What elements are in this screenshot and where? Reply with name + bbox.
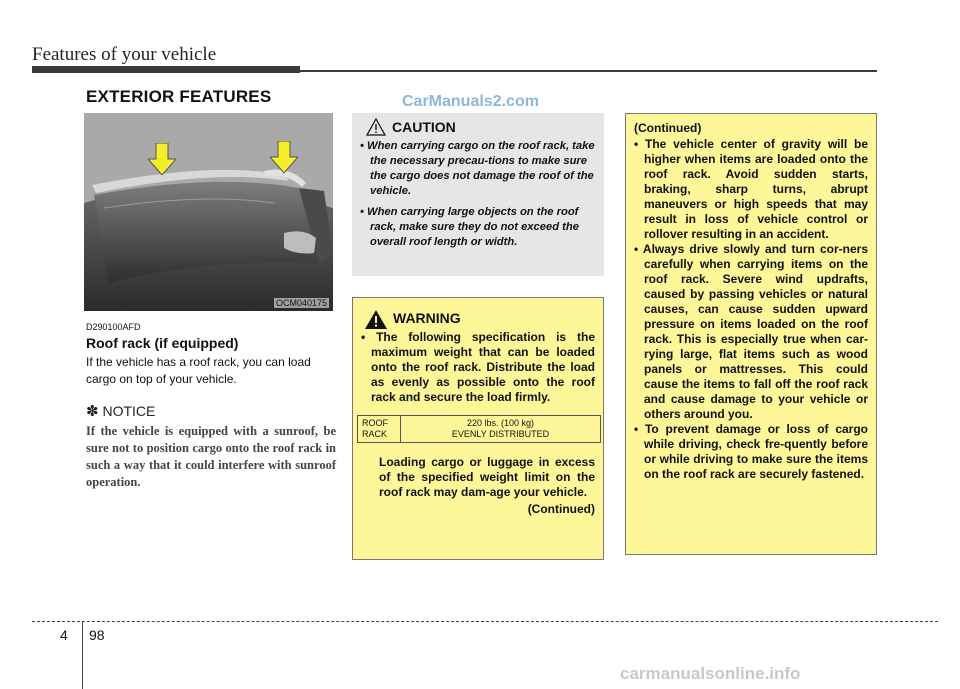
continued-list [634, 137, 868, 482]
list-item: • When carrying large objects on the roof rack, make sure they do not exceed the overall roof length or width. [360, 206, 579, 248]
notice-star-icon: ✽ [86, 403, 99, 420]
document-code: D290100AFD [86, 322, 141, 332]
warning-triangle-icon [365, 310, 387, 334]
roof-rack-body: If the vehicle has a roof rack, you can load cargo on top of your vehicle. [86, 355, 311, 386]
section-title: EXTERIOR FEATURES [86, 87, 272, 106]
warning-box [352, 297, 604, 560]
list-item: • When carrying cargo on the roof rack, take the necessary precau-tions to make sure the cargo does not damage the roof of the vehicle. [360, 140, 595, 197]
page-number: 98 [89, 627, 105, 643]
arrow-down-icon [148, 143, 176, 180]
header-title: Features of your vehicle [32, 44, 217, 65]
continued-title: (Continued) [634, 121, 702, 135]
watermark-top: CarManuals2.com [402, 93, 539, 110]
caution-triangle-icon [366, 118, 386, 141]
arrow-down-icon [270, 141, 298, 178]
warning-continued: (Continued) [527, 502, 595, 516]
roof-rack-photo [84, 113, 333, 311]
header-bar [32, 66, 300, 73]
roof-rack-title: Roof rack (if equipped) [86, 335, 239, 351]
notice-body: If the vehicle is equipped with a sunroof, be sure not to position cargo onto the roof rack in such a way that it could interfere with sunroof operation. [86, 424, 336, 489]
notice-title: NOTICE [102, 403, 156, 419]
list-item: • The following specification is the maximum weight that can be loaded onto the roof rack. Distribute the load as evenly as possible onto the roof rack and secure the load firmly. [361, 330, 595, 404]
table-row [358, 416, 601, 443]
spec-label: ROOF RACK [358, 416, 401, 443]
caution-list [360, 139, 596, 250]
footer-divider [82, 622, 83, 689]
warning-tail: Loading cargo or luggage in excess of the specified weight limit on the roof rack may dam-age your vehicle. [379, 455, 595, 499]
list-item: • To prevent damage or loss of cargo while driving, check fre-quently before or while driving to make sure the items on the roof rack are securely fastened. [634, 422, 868, 481]
caution-box [352, 113, 604, 276]
list-item: • Always drive slowly and turn cor-ners carefully when carrying items on the roof rack. Severe wind updrafts, caused by passing vehicles or natural causes, can cause sudden upward pressure on items loaded on the roof rack. This is especially true when car-rying large, flat items such as wood panels or mattresses. This could cause the items to fall off the roof rack and cause damage to your vehicle or others around you. [634, 242, 868, 421]
notice-heading [86, 402, 155, 420]
list-item: • The vehicle center of gravity will be higher when items are loaded onto the roof rack. Avoid sudden starts, braking, sharp turns, abrupt maneuvers or high speeds that may result in loss of vehicle control or rollover resulting in an accident. [634, 137, 868, 241]
spec-value: 220 lbs. (100 kg) EVENLY DISTRIBUTED [401, 416, 601, 443]
spec-table [357, 415, 601, 443]
watermark-bottom: carmanualsonline.info [620, 664, 801, 683]
warning-title: WARNING [393, 310, 461, 326]
header-rule [300, 70, 877, 72]
continued-warning-box [625, 113, 877, 555]
page-section: 4 [60, 627, 68, 643]
caution-title: CAUTION [392, 119, 456, 135]
warning-list [361, 330, 595, 405]
photo-code: OCM040175 [275, 298, 327, 308]
footer-rule [32, 621, 938, 622]
